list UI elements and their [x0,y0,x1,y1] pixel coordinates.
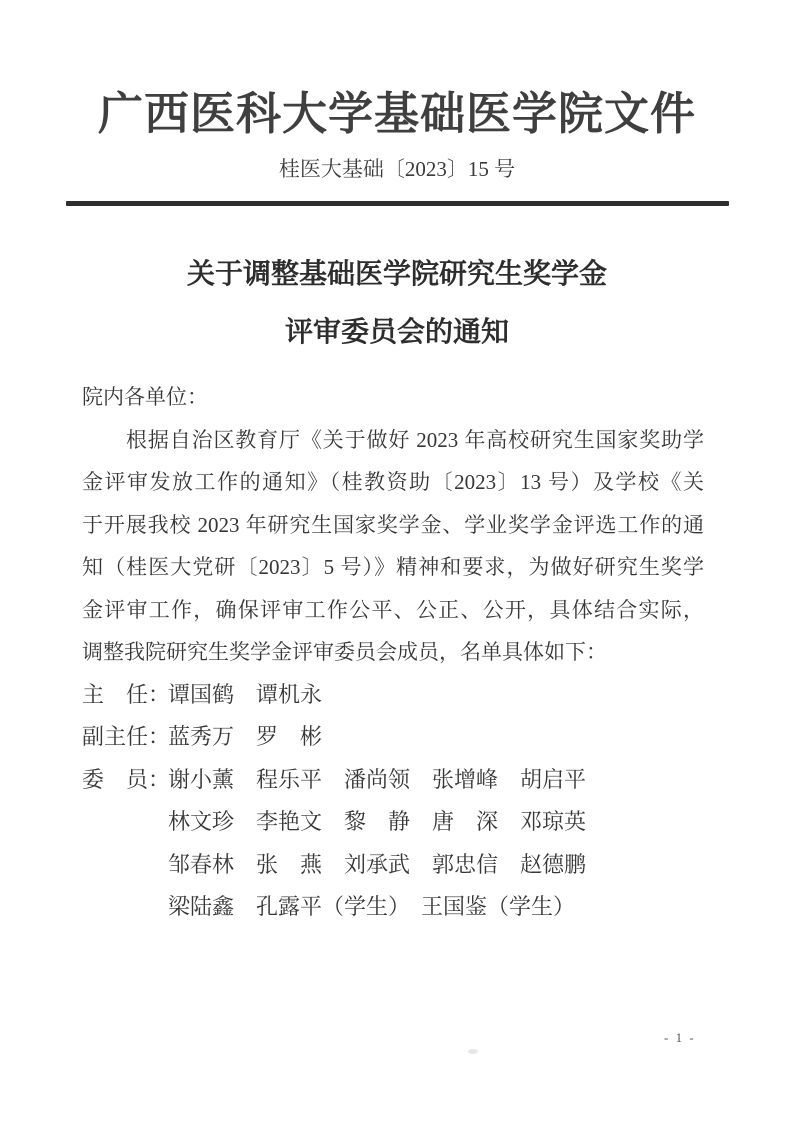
notice-title [0,246,794,362]
roster-names: 梁陆鑫 孔露平（学生） 王国鉴（学生） [168,894,576,919]
paragraph-line: 金评审工作，确保评审工作公平、公正、公开，具体结合实际， [82,597,704,622]
roster-row-members [82,886,704,929]
roster-role-label [82,801,168,844]
org-title: 广西医科大学基础医学院文件 [97,88,696,139]
paragraph-line: 知（桂医大党研〔2023〕5 号）》精神和要求，为做好研究生奖学 [82,555,704,579]
doc-number: 桂医大基础〔2023〕15 号 [278,157,516,181]
committee-roster [82,674,704,929]
notice-body [82,376,704,929]
header-rule [66,201,729,206]
roster-names: 谢小薰 程乐平 潘尚领 张增峰 胡启平 [168,766,587,792]
roster-role-label [82,844,168,887]
notice-title-line2: 评审委员会的通知 [284,317,509,348]
paragraph-line: 根据自治区教育厅《关于做好 2023 年高校研究生国家奖助学 [126,427,704,452]
paragraph-line: 金评审发放工作的通知》（桂教资助〔2023〕13 号）及学校《关 [82,470,704,494]
roster-row-members [82,844,704,887]
roster-names: 邹春林 张 燕 刘承武 郭忠信 赵德鹏 [168,851,587,877]
roster-role-label: 委 员： [82,766,171,792]
paragraph-line: 于开展我校 2023 年研究生国家奖学金、学业奖学金评选工作的通 [82,512,704,537]
roster-row-members [82,801,704,844]
body-paragraph [82,419,704,674]
roster-row-members [82,759,704,802]
notice-title-line1: 关于调整基础医学院研究生奖学金 [186,259,607,290]
salutation: 院内各单位： [82,385,208,409]
roster-row-deputy-director [82,716,704,759]
page-number: - 1 - [664,1030,696,1045]
roster-role-label: 副主任： [82,724,171,749]
roster-row-director [82,674,704,717]
scan-artifact [468,1049,478,1054]
paragraph-line: 调整我院研究生奖学金评审委员会成员，名单具体如下： [82,640,607,664]
roster-role-label: 主 任： [82,681,171,707]
roster-names: 谭国鹤 谭机永 [168,681,323,707]
roster-role-label [82,886,168,929]
roster-names: 林文珍 李艳文 黎 静 唐 深 邓琼英 [168,809,587,834]
roster-names: 蓝秀万 罗 彬 [168,724,323,749]
